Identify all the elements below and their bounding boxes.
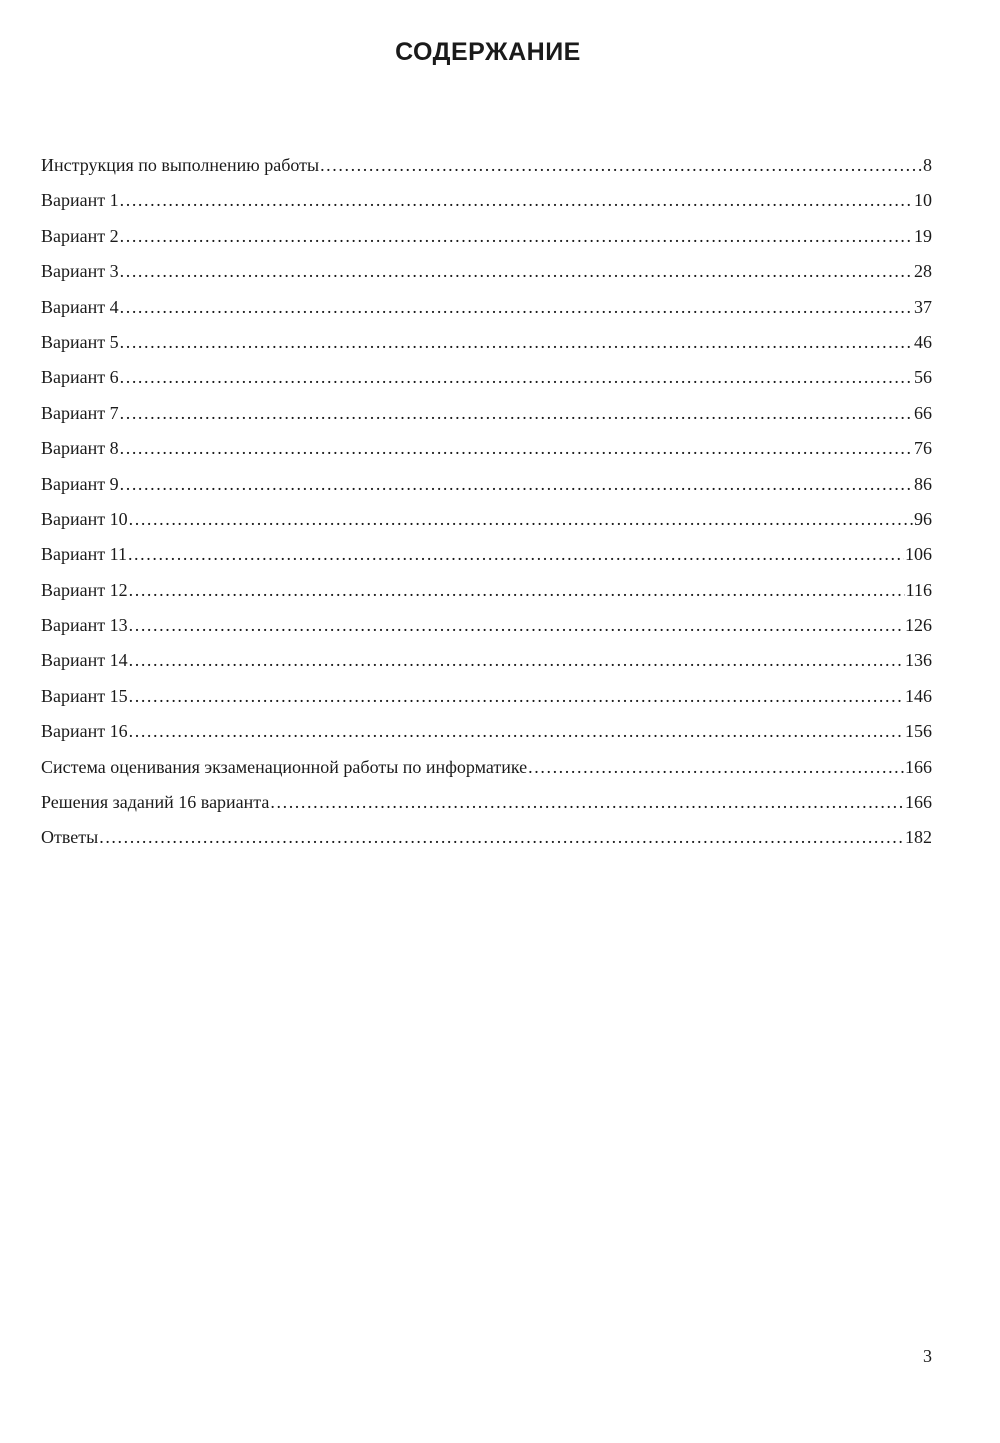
toc-entry-page: 56 [914,367,932,388]
toc-dot-leader [128,543,904,565]
toc-entry-label: Вариант 13 [41,615,128,636]
toc-dot-leader [120,331,913,353]
toc-entry-page: 8 [923,155,932,175]
toc-entry-page: 182 [905,827,932,848]
toc-entry-label: Вариант 3 [41,261,119,282]
toc-entry-page: 46 [914,331,932,352]
toc-entry-label: Вариант 8 [41,438,119,459]
toc-entry-variant-5[interactable] [41,327,932,362]
toc-entry-variant-8[interactable] [41,433,932,468]
toc-entry-page: 10 [914,190,932,211]
toc-entry-variant-10[interactable] [41,504,932,539]
toc-entry-page: 66 [914,402,932,423]
toc-entry-variant-2[interactable] [41,221,932,256]
toc-entry-page: 166 [905,756,932,777]
toc-entry-variant-16[interactable] [41,716,932,751]
toc-dot-leader [129,614,904,636]
toc-entry-page: 116 [905,579,932,600]
toc-entry-page: 19 [914,225,932,246]
toc-entry-label: Вариант 4 [41,296,119,317]
toc-dot-leader [129,685,904,707]
toc-entry-label: Вариант 11 [41,544,127,565]
toc-dot-leader [270,791,904,813]
page-title: СОДЕРЖАНИЕ [395,38,581,66]
toc-entry-label: Инструкция по выполнению работы [41,155,320,175]
toc-dot-leader [129,720,904,742]
page-number: 3 [923,1346,932,1366]
toc-entry-variant-4[interactable] [41,292,932,327]
toc-entry-label: Вариант 16 [41,721,128,742]
toc-entry-label: Вариант 10 [41,508,128,529]
toc-entry-variant-7[interactable] [41,398,932,433]
toc-entry-label: Ответы [41,827,99,848]
toc-entry-variant-3[interactable] [41,256,932,291]
toc-entry-label: Решения заданий 16 варианта [41,792,270,813]
toc-entry-label: Вариант 12 [41,579,128,600]
toc-dot-leader [129,579,905,601]
toc-dot-leader [99,826,904,848]
toc-entry-page: 37 [914,296,932,317]
toc-dot-leader [120,296,913,318]
toc-entry-label: Система оценивания экзаменационной работы по информатике [41,756,528,777]
toc-entry-label: Вариант 2 [41,225,119,246]
toc-dot-leader [528,756,904,778]
toc-entry-page: 76 [914,438,932,459]
toc-entry-solutions[interactable] [41,787,932,822]
toc-dot-leader [120,225,913,247]
toc-dot-leader [120,366,913,388]
toc-dot-leader [120,260,913,282]
toc-entry-grading-system[interactable] [41,752,932,787]
toc-dot-leader [120,189,913,211]
toc-dot-leader [129,508,913,530]
toc-entry-instructions[interactable] [41,150,932,185]
toc-entry-page: 86 [914,473,932,494]
toc-entry-page: 156 [905,721,932,742]
toc-entry-label: Вариант 9 [41,473,119,494]
toc-entry-page: 146 [905,685,932,706]
toc-entry-label: Вариант 5 [41,331,119,352]
toc-dot-leader [120,437,913,459]
toc-entry-variant-1[interactable] [41,185,932,220]
toc-entry-variant-14[interactable] [41,645,932,680]
toc-entry-variant-12[interactable] [41,575,932,610]
toc-entry-label: Вариант 15 [41,685,128,706]
toc-entry-label: Вариант 14 [41,650,128,671]
toc-entry-page: 166 [905,792,932,813]
toc-entry-variant-15[interactable] [41,681,932,716]
toc-entry-variant-11[interactable] [41,539,932,574]
toc-entry-variant-6[interactable] [41,362,932,397]
toc-entry-label: Вариант 1 [41,190,119,211]
toc-dot-leader [120,473,913,495]
table-of-contents [41,150,932,858]
toc-dot-leader [129,649,904,671]
toc-entry-page: 126 [905,615,932,636]
toc-entry-page: 28 [914,261,932,282]
toc-entry-page: 136 [905,650,932,671]
toc-entry-page: 96 [914,508,932,529]
toc-dot-leader [320,154,922,176]
toc-entry-variant-9[interactable] [41,469,932,504]
toc-dot-leader [120,402,913,424]
toc-entry-variant-13[interactable] [41,610,932,645]
toc-entry-label: Вариант 7 [41,402,119,423]
toc-entry-label: Вариант 6 [41,367,119,388]
toc-entry-page: 106 [905,544,932,565]
toc-entry-answers[interactable] [41,822,932,857]
